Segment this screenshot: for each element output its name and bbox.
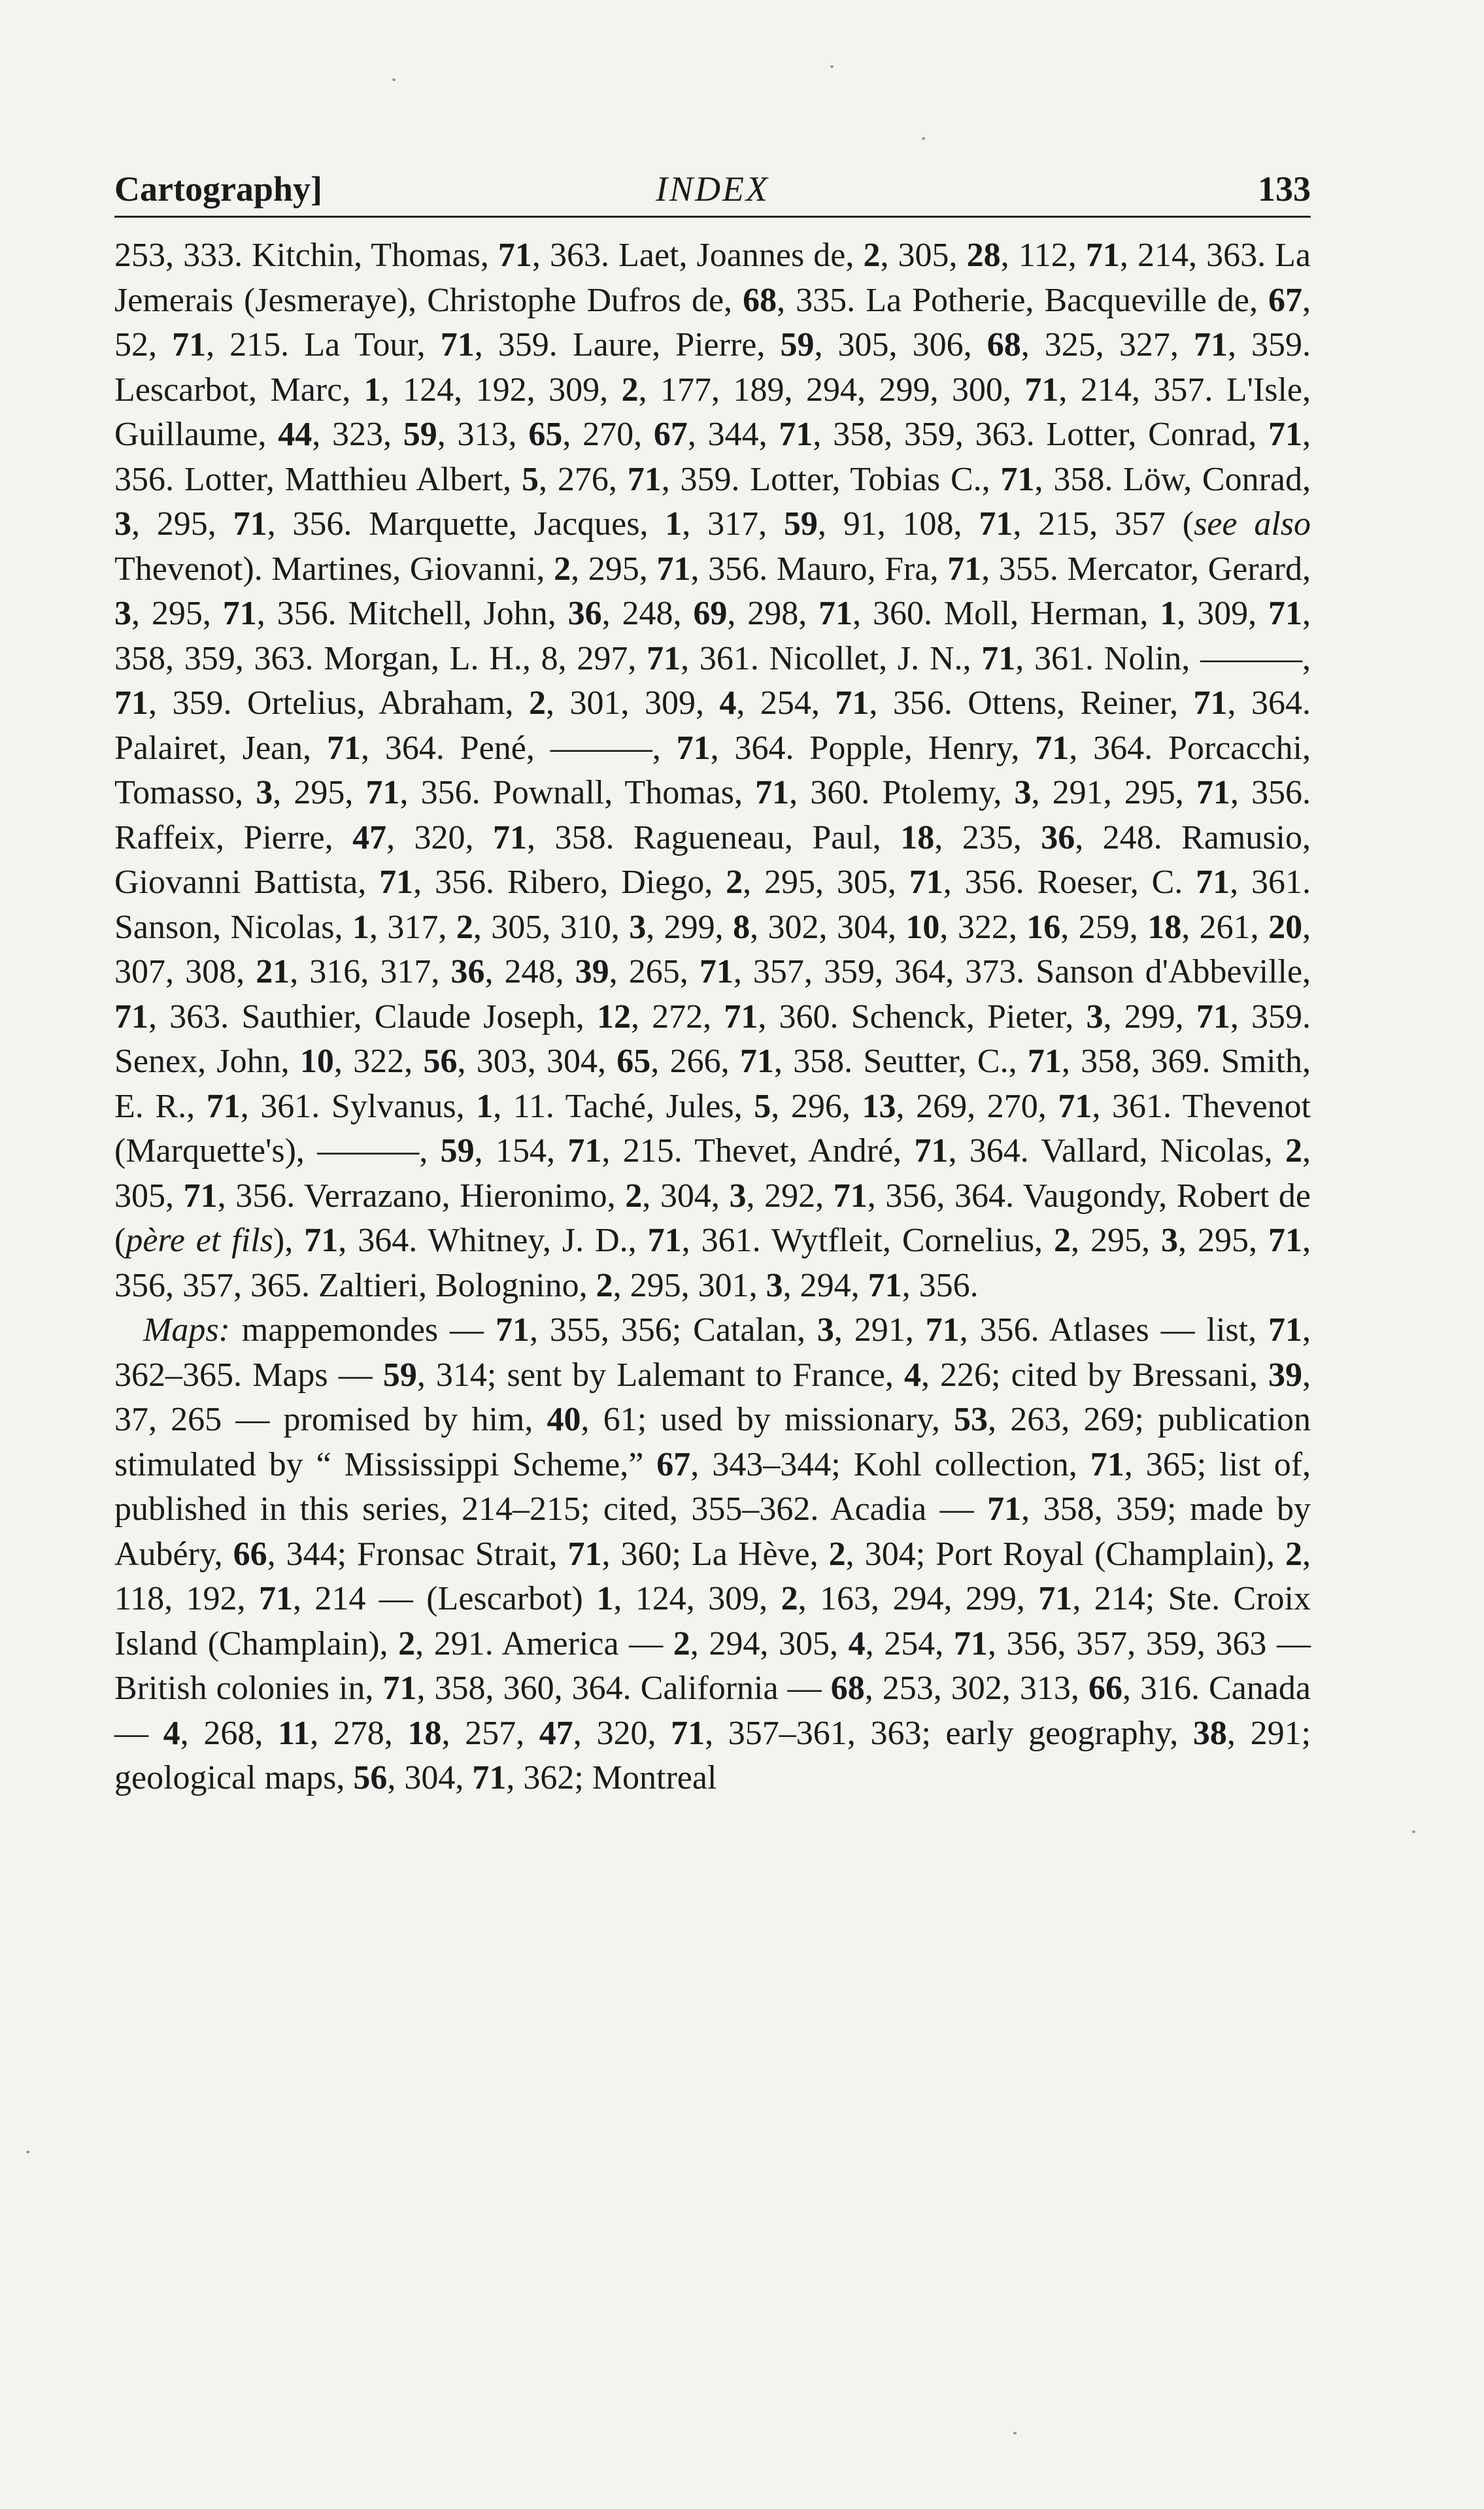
index-text: , 261, (1181, 908, 1269, 946)
volume-number: 47 (352, 818, 387, 856)
index-text: , 266, (650, 1043, 740, 1080)
index-text: , 302, 304, (750, 908, 906, 946)
index-text: Thevenot). Martines, Giovanni, (114, 550, 554, 588)
volume-number: 44 (278, 416, 312, 453)
index-text: , 364. Pené, ———, (361, 729, 677, 767)
volume-number: 71 (953, 1625, 988, 1662)
volume-number: 3 (1014, 774, 1032, 811)
volume-number: 38 (1192, 1714, 1227, 1752)
volume-number: 71 (676, 729, 711, 767)
index-text: , 364. Porcacchi, Tomasso, (114, 729, 1311, 811)
volume-number: 59 (403, 416, 437, 453)
index-text: , 304; Port Royal (Champlain), (845, 1535, 1285, 1573)
index-text: , 362; Montreal (506, 1759, 717, 1796)
volume-number: 71 (627, 460, 662, 498)
index-text: , 309, (1177, 595, 1269, 632)
index-text: , 295, (1178, 1222, 1269, 1259)
index-text: , 248, (601, 595, 694, 632)
volume-number: 71 (833, 1177, 868, 1215)
index-text: mappemondes — (229, 1311, 496, 1349)
volume-number: 2 (621, 371, 639, 409)
index-text: , 363. Sauthier, Claude Joseph, (148, 998, 597, 1036)
index-text: , 356. Mauro, Fra, (690, 550, 948, 588)
volume-number: 3 (766, 1266, 783, 1304)
index-text: , 356. Raffeix, Pierre, (114, 774, 1311, 856)
index-text: , 361. Nicollet, J. N., (681, 639, 982, 677)
volume-number: 71 (925, 1311, 960, 1349)
volume-number: 71 (222, 595, 257, 632)
volume-number: 71 (755, 774, 790, 811)
index-text: , 320, (386, 818, 493, 856)
volume-number: 71 (671, 1714, 705, 1752)
volume-number: 2 (673, 1625, 690, 1662)
index-text: , 295, (131, 505, 233, 543)
index-text: , 304, (642, 1177, 730, 1215)
index-text: , 316. Canada — (114, 1670, 1311, 1752)
index-text: , 304, (387, 1759, 473, 1796)
volume-number: 47 (539, 1714, 573, 1752)
index-text: , 254, (865, 1625, 954, 1662)
volume-number: 28 (966, 237, 1001, 274)
volume-number: 2 (456, 908, 473, 946)
index-text: , 364. Whitney, J. D., (338, 1222, 648, 1259)
index-text: , 124, 192, 309, (380, 371, 622, 409)
volume-number: 71 (1058, 1087, 1092, 1125)
scan-speck (1013, 2432, 1017, 2434)
index-text: , 364. Palairet, Jean, (114, 684, 1311, 767)
index-text: , 248. Ramusio, Giovanni Battista, (114, 818, 1311, 901)
volume-number: 71 (567, 1132, 602, 1170)
volume-number: 71 (979, 505, 1013, 543)
index-text: , 305, (114, 1132, 1311, 1215)
index-text: , 269, 270, (896, 1087, 1058, 1125)
index-text: , 355, 356; Catalan, (529, 1311, 817, 1349)
volume-number: 67 (1268, 281, 1303, 319)
index-text: , 361. Wytfleit, Cornelius, (681, 1222, 1054, 1259)
volume-number: 66 (233, 1535, 267, 1573)
index-text: , 313, (437, 416, 529, 453)
index-text: , 356. Verrazano, Hieronimo, (217, 1177, 626, 1215)
index-text: , 52, (114, 281, 1311, 363)
index-text: , 356, 357, 359, 363 — British colonies in, (114, 1625, 1311, 1707)
index-text: , 303, 304, (457, 1043, 617, 1080)
index-text: , 359. Laure, Pierre, (474, 326, 781, 363)
index-text: , 248, (484, 953, 575, 990)
volume-number: 71 (1035, 729, 1070, 767)
index-text: , 356. Mitchell, John, (256, 595, 568, 632)
volume-number: 18 (1147, 908, 1182, 946)
index-text: , 358, 359, 363. Lotter, Conrad, (813, 416, 1269, 453)
index-text: , 343–344; Kohl collection, (690, 1445, 1090, 1483)
volume-number: 59 (780, 326, 815, 363)
index-text: , 295, (131, 595, 223, 632)
index-text: , 292, (746, 1177, 834, 1215)
index-text: , 322, (333, 1043, 424, 1080)
volume-number: 71 (1268, 1311, 1302, 1349)
volume-number: 4 (903, 1356, 921, 1394)
volume-number: 5 (522, 460, 539, 498)
volume-number: 71 (739, 1043, 774, 1080)
index-text: , 295, 305, (743, 864, 909, 901)
volume-number: 71 (495, 1311, 530, 1349)
index-text: , 325, 327, (1020, 326, 1194, 363)
volume-number: 39 (1268, 1356, 1302, 1394)
volume-number: 71 (818, 595, 853, 632)
index-text: , 214, 363. La Jemerais (Jesmeraye), Christophe Dufros de, (114, 237, 1311, 319)
scan-speck (1412, 1830, 1415, 1833)
volume-number: 71 (914, 1132, 949, 1170)
index-text: , 163, 294, 299, (798, 1580, 1039, 1617)
volume-number: 3 (1086, 998, 1104, 1036)
index-text: , 301, 309, (546, 684, 720, 722)
volume-number: 3 (729, 1177, 747, 1215)
index-text: , 358, 360, 364. California — (416, 1670, 831, 1707)
index-text: , 259, (1060, 908, 1148, 946)
volume-number: 2 (398, 1625, 416, 1662)
volume-number: 71 (1196, 864, 1230, 901)
scan-speck (830, 65, 834, 68)
volume-number: 71 (567, 1535, 602, 1573)
volume-number: 66 (1088, 1670, 1122, 1707)
volume-number: 3 (256, 774, 273, 811)
volume-number: 71 (1268, 595, 1303, 632)
volume-number: 39 (575, 953, 609, 990)
index-text: , 61; used by missionary, (581, 1401, 954, 1438)
volume-number: 59 (440, 1132, 475, 1170)
index-text: , 299, (1103, 998, 1196, 1036)
index-text: , 253, 302, 313, (864, 1670, 1088, 1707)
index-text: , 295, (273, 774, 366, 811)
index-text: , 291. America — (415, 1625, 673, 1662)
volume-number: 4 (719, 684, 737, 722)
volume-number: 2 (596, 1266, 613, 1304)
volume-number: 4 (163, 1714, 180, 1752)
volume-number: 71 (656, 550, 691, 588)
volume-number: 67 (656, 1445, 691, 1483)
page-number: 133 (1258, 169, 1311, 209)
index-text: , 357, 359, 364, 373. Sanson d'Abbeville, (733, 953, 1311, 990)
index-text: , 364. Popple, Henry, (710, 729, 1036, 767)
italic-text: père et fils (126, 1222, 273, 1259)
index-text: , 305, 310, (473, 908, 630, 946)
volume-number: 71 (647, 1222, 682, 1259)
scan-speck (392, 78, 396, 81)
volume-number: 71 (327, 729, 361, 767)
index-text: , 298, (727, 595, 819, 632)
index-text: , 335. La Potherie, Bacqueville de, (777, 281, 1269, 319)
volume-number: 2 (781, 1580, 798, 1617)
volume-number: 71 (1193, 326, 1228, 363)
volume-number: 71 (699, 953, 734, 990)
index-text: , 112, (1000, 237, 1086, 274)
index-text: , 358, 359; made by Aubéry, (114, 1490, 1311, 1573)
italic-text: Maps: (143, 1311, 230, 1349)
volume-number: 11 (278, 1714, 311, 1752)
volume-number: 13 (862, 1087, 896, 1125)
index-text: , 356. Ribero, Diego, (413, 864, 726, 901)
volume-number: 71 (382, 1670, 417, 1707)
index-text: , 361. Nolin, ———, (1015, 639, 1311, 677)
index-text: , 235, (934, 818, 1041, 856)
index-text: , 291, (834, 1311, 926, 1349)
index-text: , 344, (687, 416, 779, 453)
index-text: , 278, (310, 1714, 408, 1752)
index-text: , 360. Ptolemy, (789, 774, 1015, 811)
index-text: , 356. (902, 1266, 979, 1304)
volume-number: 10 (905, 908, 940, 946)
volume-number: 3 (817, 1311, 834, 1349)
volume-number: 71 (1193, 684, 1228, 722)
section-title: Cartography] (114, 169, 322, 209)
volume-number: 2 (529, 684, 547, 722)
index-text: , 265, (609, 953, 700, 990)
index-text: , 214; Ste. Croix Island (Champlain), (114, 1580, 1311, 1662)
index-text: , 314; sent by Lalemant to France, (416, 1356, 904, 1394)
volume-number: 18 (900, 818, 935, 856)
index-text: , 356. Pownall, Thomas, (399, 774, 756, 811)
index-text: , 295, (1071, 1222, 1162, 1259)
volume-number: 2 (1285, 1132, 1302, 1170)
index-text: , 257, (441, 1714, 539, 1752)
index-text: , 356, 364. Vaugondy, Robert de ( (114, 1177, 1311, 1259)
index-body (114, 233, 1311, 1801)
index-text: , 356. Lotter, Matthieu Albert, (114, 416, 1311, 498)
index-text: , 291, 295, (1031, 774, 1196, 811)
volume-number: 1 (596, 1580, 614, 1617)
volume-number: 71 (172, 326, 207, 363)
volume-number: 71 (440, 326, 475, 363)
volume-number: 36 (567, 595, 602, 632)
index-text: ), (273, 1222, 305, 1259)
index-text: , 316, 317, (290, 953, 451, 990)
index-text: , 37, 265 — promised by him, (114, 1356, 1311, 1438)
volume-number: 71 (206, 1087, 241, 1125)
index-text: , 154, (474, 1132, 568, 1170)
volume-number: 68 (830, 1670, 865, 1707)
index-text: , 355. Mercator, Gerard, (981, 550, 1311, 588)
volume-number: 36 (450, 953, 485, 990)
volume-number: 21 (256, 953, 290, 990)
volume-number: 65 (616, 1043, 651, 1080)
index-text: , 359. Lotter, Tobias C., (661, 460, 1001, 498)
index-text: , 124, 309, (613, 1580, 781, 1617)
volume-number: 12 (596, 998, 631, 1036)
index-text: , 276, (539, 460, 628, 498)
volume-number: 59 (783, 505, 818, 543)
volume-number: 1 (352, 908, 369, 946)
volume-number: 71 (868, 1266, 902, 1304)
volume-number: 71 (1027, 1043, 1062, 1080)
index-text: , 359. Senex, John, (114, 998, 1311, 1080)
volume-number: 71 (1268, 416, 1303, 453)
index-text: , 294, 305, (690, 1625, 849, 1662)
volume-number: 5 (754, 1087, 771, 1125)
volume-number: 71 (492, 818, 527, 856)
index-text: , 294, (783, 1266, 868, 1304)
volume-number: 2 (828, 1535, 846, 1573)
volume-number: 71 (909, 864, 943, 901)
volume-number: 18 (407, 1714, 442, 1752)
index-text: , 356. Atlases — list, (959, 1311, 1268, 1349)
volume-number: 4 (848, 1625, 866, 1662)
index-text: , 272, (630, 998, 724, 1036)
index-text: , 360. Moll, Herman, (852, 595, 1160, 632)
scan-speck (26, 2151, 29, 2153)
index-text: , 317, (682, 505, 784, 543)
index-text: , 270, (562, 416, 654, 453)
volume-number: 36 (1041, 818, 1075, 856)
index-text: , 295, (571, 550, 657, 588)
volume-number: 71 (233, 505, 267, 543)
index-text: , 358. Löw, Conrad, (1034, 460, 1311, 498)
volume-number: 8 (733, 908, 750, 946)
page-title: INDEX (656, 169, 769, 209)
volume-number: 65 (528, 416, 563, 453)
index-text: , 323, (312, 416, 403, 453)
volume-number: 1 (363, 371, 381, 409)
index-text: , 307, 308, (114, 908, 1311, 990)
index-text: , 177, 189, 294, 299, 300, (638, 371, 1025, 409)
index-text: 253, 333. Kitchin, Thomas, (114, 237, 498, 274)
index-text: , 361. Sanson, Nicolas, (114, 864, 1311, 946)
volume-number: 56 (423, 1043, 458, 1080)
volume-number: 16 (1026, 908, 1061, 946)
index-text: , 359. Ortelius, Abraham, (148, 684, 530, 722)
volume-number: 71 (1000, 460, 1035, 498)
index-text: , 268, (180, 1714, 278, 1752)
volume-number: 71 (724, 998, 758, 1036)
volume-number: 10 (299, 1043, 334, 1080)
volume-number: 3 (114, 595, 131, 632)
index-text: , 11. Taché, Jules, (493, 1087, 754, 1125)
index-text: , 91, 108, (817, 505, 979, 543)
volume-number: 3 (1161, 1222, 1179, 1259)
volume-number: 2 (625, 1177, 643, 1215)
index-text: , 215. Thevet, André, (601, 1132, 915, 1170)
volume-number: 3 (629, 908, 647, 946)
volume-number: 68 (743, 281, 777, 319)
running-header (114, 157, 1311, 218)
volume-number: 71 (987, 1490, 1022, 1528)
index-text: , 214 — (Lescarbot) (292, 1580, 597, 1617)
index-paragraph (114, 233, 1311, 1308)
index-text: , 361. Sylvanus, (240, 1087, 477, 1125)
volume-number: 71 (981, 639, 1016, 677)
volume-number: 71 (365, 774, 400, 811)
index-text: , 358, 369. Smith, E. R., (114, 1043, 1311, 1125)
index-text: , 320, (573, 1714, 671, 1752)
volume-number: 1 (665, 505, 683, 543)
index-text: , 361. Thevenot (Marquette's), ———, (114, 1087, 1311, 1170)
volume-number: 71 (304, 1222, 339, 1259)
index-text: , 214, 357. L'Isle, Guillaume, (114, 371, 1311, 453)
book-page (114, 157, 1311, 1801)
volume-number: 71 (647, 639, 681, 677)
index-text: , 362–365. Maps — (114, 1311, 1311, 1394)
volume-number: 2 (726, 864, 743, 901)
index-text: , 344; Fronsac Strait, (267, 1535, 568, 1573)
volume-number: 59 (382, 1356, 417, 1394)
index-text: , 358. Seutter, C., (773, 1043, 1028, 1080)
index-text: , 356. Roeser, C. (943, 864, 1196, 901)
volume-number: 56 (353, 1759, 388, 1796)
index-text: , 322, (939, 908, 1027, 946)
volume-number: 71 (1268, 1222, 1303, 1259)
volume-number: 69 (693, 595, 728, 632)
index-text: , 215. La Tour, (206, 326, 441, 363)
index-text: , 296, (771, 1087, 862, 1125)
volume-number: 71 (779, 416, 813, 453)
volume-number: 1 (1160, 595, 1177, 632)
volume-number: 3 (114, 505, 131, 543)
volume-number: 67 (653, 416, 688, 453)
index-text: , 254, (736, 684, 835, 722)
volume-number: 71 (947, 550, 982, 588)
index-text: , 360. Schenck, Pieter, (758, 998, 1087, 1036)
volume-number: 71 (1038, 1580, 1073, 1617)
index-text: , 359. Lescarbot, Marc, (114, 326, 1311, 409)
volume-number: 68 (987, 326, 1021, 363)
index-text: , 305, 306, (814, 326, 987, 363)
index-text: , 356. Marquette, Jacques, (267, 505, 666, 543)
volume-number: 71 (1196, 998, 1230, 1036)
index-text: , 317, (369, 908, 456, 946)
volume-number: 71 (114, 998, 148, 1036)
volume-number: 2 (1054, 1222, 1071, 1259)
volume-number: 2 (554, 550, 571, 588)
index-text: , 365; list of, published in this series, 214–215; cited, 355–362. Acadia — (114, 1445, 1311, 1528)
index-text: , 299, (646, 908, 734, 946)
index-text: , 358, 359, 363. Morgan, L. H., 8, 297, (114, 595, 1311, 677)
volume-number: 71 (1024, 371, 1059, 409)
volume-number: 71 (835, 684, 869, 722)
volume-number: 53 (954, 1401, 988, 1438)
volume-number: 71 (1196, 774, 1230, 811)
volume-number: 1 (476, 1087, 494, 1125)
volume-number: 40 (547, 1401, 581, 1438)
index-text: , 291; geological maps, (114, 1714, 1311, 1796)
index-text: , 226; cited by Bressani, (920, 1356, 1268, 1394)
volume-number: 71 (472, 1759, 507, 1796)
index-paragraph (114, 1308, 1311, 1801)
index-text: , 215, 357 ( (1013, 505, 1194, 543)
index-text: , 357–361, 363; early geography, (705, 1714, 1193, 1752)
index-text: , 364. Vallard, Nicolas, (948, 1132, 1285, 1170)
scan-speck (922, 137, 925, 140)
index-text: , 363. Laet, Joannes de, (531, 237, 864, 274)
index-text: , 118, 192, (114, 1535, 1311, 1617)
volume-number: 71 (258, 1580, 293, 1617)
volume-number: 2 (863, 237, 881, 274)
italic-text: see also (1194, 505, 1311, 543)
volume-number: 71 (379, 864, 414, 901)
volume-number: 71 (1085, 237, 1120, 274)
volume-number: 71 (1090, 1445, 1124, 1483)
volume-number: 71 (114, 684, 148, 722)
index-text: , 356. Ottens, Reiner, (869, 684, 1194, 722)
index-text: , 358. Ragueneau, Paul, (526, 818, 901, 856)
index-text: , 360; La Hève, (601, 1535, 829, 1573)
index-text: , 305, (880, 237, 967, 274)
volume-number: 2 (1285, 1535, 1302, 1573)
volume-number: 71 (497, 237, 532, 274)
index-text: , 295, 301, (613, 1266, 766, 1304)
index-text: , 263, 269; publication stimulated by “ Mississippi Scheme,” (114, 1401, 1311, 1483)
index-text: , 356, 357, 365. Zaltieri, Bolognino, (114, 1222, 1311, 1304)
volume-number: 71 (183, 1177, 218, 1215)
volume-number: 20 (1268, 908, 1303, 946)
